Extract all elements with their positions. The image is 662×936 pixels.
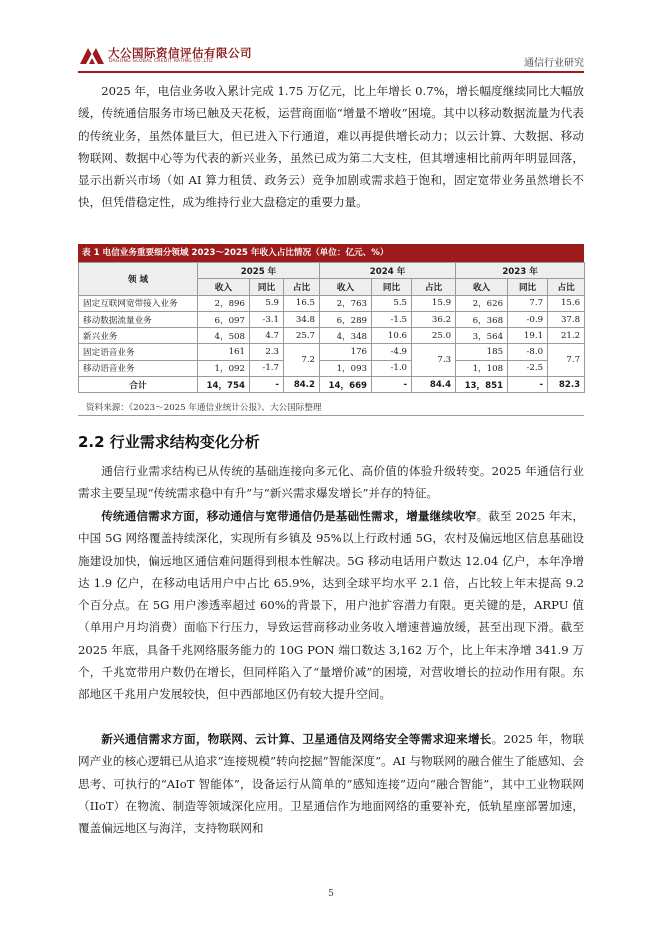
cell-yoy: 19.1 [508,328,548,344]
row-label: 移动数据流量业务 [79,311,198,327]
subheader-yoy: 同比 [372,279,412,295]
cell-share: 84.2 [284,377,320,393]
cell-share: 82.3 [548,377,585,393]
subheader-revenue: 收入 [198,279,250,295]
cell-revenue: 2，896 [198,295,250,311]
row-label: 移动语音业务 [79,360,198,376]
cell-yoy: -4.9 [372,344,412,360]
paragraph-demand-overview: 通信行业需求结构已从传统的基础连接向多元化、高价值的体验升级转变。2025 年通信行业需求主要呈现“传统需求稳中有升”与“新兴需求爆发增长”并存的特征。 [78,464,584,501]
row-label: 新兴业务 [79,328,198,344]
cell-revenue: 14，669 [320,377,372,393]
cell-yoy: -1.5 [372,311,412,327]
header-divider [78,71,584,73]
cell-share: 84.4 [412,377,456,393]
cell-voice-share: 7.7 [548,344,585,377]
cell-yoy: - [372,377,412,393]
cell-share: 21.2 [548,328,585,344]
cell-share: 36.2 [412,311,456,327]
table-row [79,295,585,311]
cell-revenue: 3，564 [456,328,508,344]
revenue-table [78,262,585,393]
paragraph-body: 。2025 年，物联网产业的核心逻辑已从追求“连接规模”转向挖掘“智能深度”。AI 与物联网的融合催生了能感知、会思考、可执行的“AIoT 智能体”，设备运行从简单的“感知连接”迈向“融合智能”，其中工业物联网（IIoT）在物流、制造等领域深化应用。卫星通信作为地面网络的重要补充，低轨星座部署加速，覆盖偏远地区与海洋，支持物联网和 [78,732,584,836]
subheader-share: 占比 [412,279,456,295]
paragraph-body: 。截至 2025 年末，中国 5G 网络覆盖持续深化，实现所有乡镇及 95%以上行政村通 5G，农村及偏远地区信息基础设施建设加快，偏远地区通信难问题得到根本性解决。5G 移动电话用户数达 12.04 亿户，本年净增达 1.9 亿户，在移动电话用户中占比 65.9%，达到全球平均水平 2.1 倍，占比较上年末提高 9.2 个百分点。在 5G 用户渗透率超过 60%的背景下，用户池扩容潜力有限。更关键的是，ARPU 值（单用户月均消费）面临下行压力，导致运营商移动业务收入增速普遍放缓，甚至出现下滑。截至 2025 年底，具备千兆网络服务能力的 10G PON 端口数达 3,162 万个，比上年末净增 341.9 万个，千兆宽带用户数仍在增长，但同样陷入了“量增价减”的困境，对营收增长的拉动作用有限。东部地区千兆用户发展较快，但中西部地区仍有较大提升空间。 [78,509,584,702]
table-row [79,311,585,327]
subheader-revenue: 收入 [456,279,508,295]
table-title: 表 1 电信业务重要细分领域 2023～2025 年收入占比情况（单位：亿元、%） [78,244,584,262]
dagong-logo-icon [78,44,106,66]
cell-revenue: 14，754 [198,377,250,393]
cell-voice-share: 7.2 [284,344,320,377]
cell-yoy: -2.5 [508,360,548,376]
year-header: 2024 年 [320,263,456,279]
cell-revenue: 1，092 [198,360,250,376]
cell-yoy: -3.1 [250,311,284,327]
cell-revenue: 1，108 [456,360,508,376]
page-number: 5 [328,889,334,899]
table-total-row [79,377,585,393]
cell-revenue: 2，763 [320,295,372,311]
cell-share: 15.9 [412,295,456,311]
cell-share: 25.0 [412,328,456,344]
paragraph-emerging-demand [78,728,584,839]
subheader-yoy: 同比 [250,279,284,295]
cell-yoy: -8.0 [508,344,548,360]
col-domain-header: 领 域 [79,263,198,296]
cell-revenue: 13，851 [456,377,508,393]
table-source: 资料来源：《2023～2025 年通信业统计公报》、大公国际整理 [86,403,322,413]
cell-revenue: 1，093 [320,360,372,376]
subheader-share: 占比 [548,279,585,295]
cell-share: 15.6 [548,295,585,311]
paragraph-traditional-demand [78,505,584,706]
table-header-row [79,263,585,279]
intro-paragraph: 2025 年，电信业务收入累计完成 1.75 万亿元，比上年增长 0.7%，增长幅度继续同比大幅放缓，传统通信服务市场已触及天花板，运营商面临“增量不增收”困境。其中以移动数据流量为代表的传统业务，虽然体量巨大，但已进入下行通道，难以再提供增长动力；以云计算、大数据、移动物联网、数据中心等为代表的新兴业务，虽然已成为第二大支柱，但其增速相比前两年明显回落，显示出新兴市场（如 AI 算力租赁、政务云）竞争加剧或需求趋于饱和，固定宽带业务虽然增长不快，但凭借稳定性，成为维持行业大盘稳定的重要力量。 [78,84,584,210]
year-header: 2025 年 [198,263,320,279]
cell-yoy: 4.7 [250,328,284,344]
company-name-en: DAGONG GLOBAL CREDIT RATING CO.,LTD [109,59,213,64]
company-name: 大公国际资信评估有限公司 [108,46,252,60]
cell-revenue: 6，289 [320,311,372,327]
cell-yoy: 5.9 [250,295,284,311]
cell-share: 37.8 [548,311,585,327]
row-label: 固定语音业务 [79,344,198,360]
section-heading: 2.2 行业需求结构变化分析 [78,433,260,451]
cell-revenue: 2，626 [456,295,508,311]
cell-revenue: 185 [456,344,508,360]
table-bottom-rule [78,415,584,416]
cell-yoy: -1.0 [372,360,412,376]
table-row [79,360,585,376]
page-header [78,44,584,70]
paragraph-lead: 传统通信需求方面，移动通信与宽带通信仍是基础性需求，增量继续收窄 [101,509,477,523]
cell-revenue: 4，508 [198,328,250,344]
cell-yoy: 5.5 [372,295,412,311]
cell-yoy: -1.7 [250,360,284,376]
cell-yoy: 7.7 [508,295,548,311]
cell-revenue: 6，097 [198,311,250,327]
cell-share: 34.8 [284,311,320,327]
year-header: 2023 年 [456,263,585,279]
subheader-revenue: 收入 [320,279,372,295]
cell-yoy: 2.3 [250,344,284,360]
cell-share: 16.5 [284,295,320,311]
subheader-share: 占比 [284,279,320,295]
report-section-title: 通信行业研究 [524,58,584,69]
cell-yoy: - [250,377,284,393]
cell-revenue: 6，368 [456,311,508,327]
cell-revenue: 176 [320,344,372,360]
table-row [79,344,585,360]
cell-revenue: 4，348 [320,328,372,344]
cell-yoy: 10.6 [372,328,412,344]
subheader-yoy: 同比 [508,279,548,295]
table-row [79,328,585,344]
row-label: 固定互联网宽带接入业务 [79,295,198,311]
paragraph-lead: 新兴通信需求方面，物联网、云计算、卫星通信及网络安全等需求迎来增长 [101,732,492,746]
cell-share: 25.7 [284,328,320,344]
cell-yoy: - [508,377,548,393]
cell-revenue: 161 [198,344,250,360]
total-label: 合计 [79,377,198,393]
cell-yoy: -0.9 [508,311,548,327]
cell-voice-share: 7.3 [412,344,456,377]
